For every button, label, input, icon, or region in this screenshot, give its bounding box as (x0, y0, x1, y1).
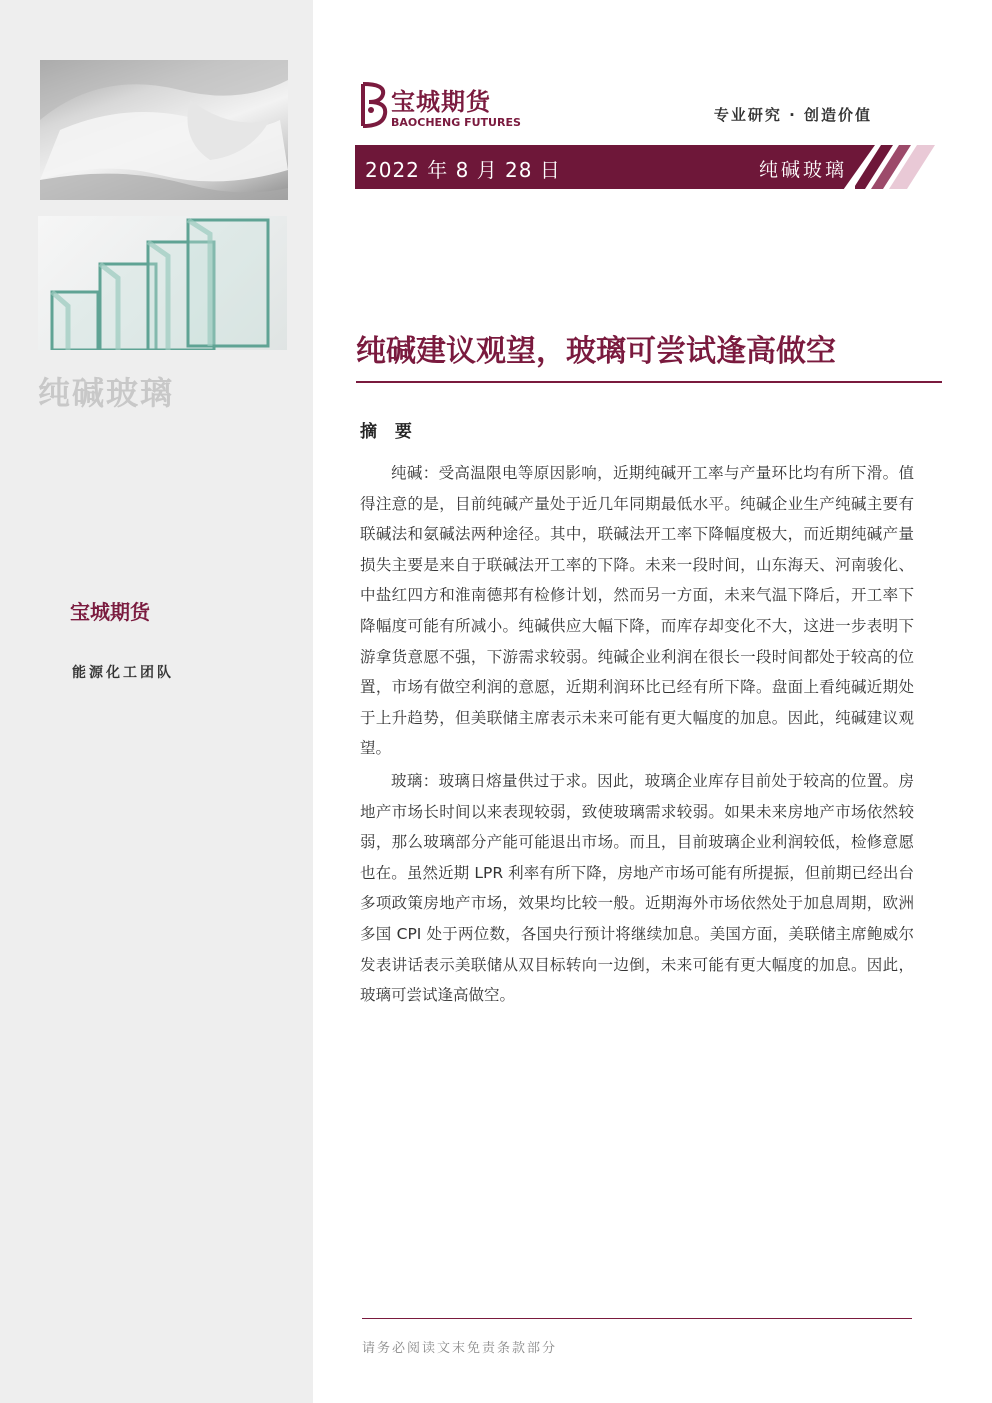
company-logo (357, 80, 527, 132)
banner-stripes (855, 145, 935, 189)
slogan: 专业研究 · 创造价值 (713, 106, 872, 124)
title-divider (356, 381, 942, 383)
glass-panes-illustration (38, 216, 287, 350)
disclaimer-note: 请务必阅读文末免责条款部分 (362, 1341, 558, 1356)
sidebar (0, 0, 313, 1403)
logo-name: 宝城期货 (391, 88, 491, 116)
footer-divider (362, 1318, 912, 1319)
report-date: 2022 年 8 月 28 日 (365, 158, 561, 182)
report-title: 纯碱建议观望，玻璃可尝试逢高做空 (356, 334, 836, 369)
logo-b-icon (357, 80, 389, 130)
sidebar-category: 纯碱玻璃 (38, 374, 175, 412)
logo-english-name: BAOCHENG FUTURES (391, 116, 521, 129)
cover-photo-glass (38, 216, 287, 350)
date-banner (355, 145, 935, 189)
sidebar-team-name: 能源化工团队 (72, 665, 174, 681)
pillow-illustration (40, 60, 288, 200)
abstract-paragraph-glass: 玻璃：玻璃日熔量供过于求。因此，玻璃企业库存目前处于较高的位置。房地产市场长时间以来表现较弱，致使玻璃需求较弱。如果未来房地产市场依然较弱，那么玻璃部分产能可能退出市场。而且，目前玻璃企业利润较低，检修意愿也在。虽然近期 LPR 利率有所下降，房地产市场可能有所提振，但前期已经出台多项政策房地产市场，效果均比较一般。近期海外市场依然处于加息周期，欧洲多国 CPI 处于两位数，各国央行预计将继续加息。美国方面，美联储主席鲍威尔发表讲话表示美联储从双目标转向一边倒，未来可能有更大幅度的加息。因此，玻璃可尝试逢高做空。 (360, 772, 914, 1005)
report-category: 纯碱玻璃 (759, 159, 848, 181)
sidebar-company-name: 宝城期货 (70, 600, 150, 624)
abstract-heading: 摘 要 (360, 422, 418, 442)
abstract-paragraph-soda-ash: 纯碱：受高温限电等原因影响，近期纯碱开工率与产量环比均有所下滑。值得注意的是，目前纯碱产量处于近几年同期最低水平。纯碱企业生产纯碱主要有联碱法和氨碱法两种途径。其中，联碱法开工率下降幅度极大，而近期纯碱产量损失主要是来自于联碱法开工率的下降。未来一段时间，山东海天、河南骏化、中盐红四方和淮南德邦有检修计划，然而另一方面，未来气温下降后，开工率下降幅度可能有所减小。纯碱供应大幅下降，而库存却变化不大，这进一步表明下游拿货意愿不强，下游需求较弱。纯碱企业利润在很长一段时间都处于较高的位置，市场有做空利润的意愿，近期利润环比已经有所下降。盘面上看纯碱近期处于上升趋势，但美联储主席表示未来可能有更大幅度的加息。因此，纯碱建议观望。 (360, 464, 914, 758)
cover-photo-soda-ash (40, 60, 288, 200)
